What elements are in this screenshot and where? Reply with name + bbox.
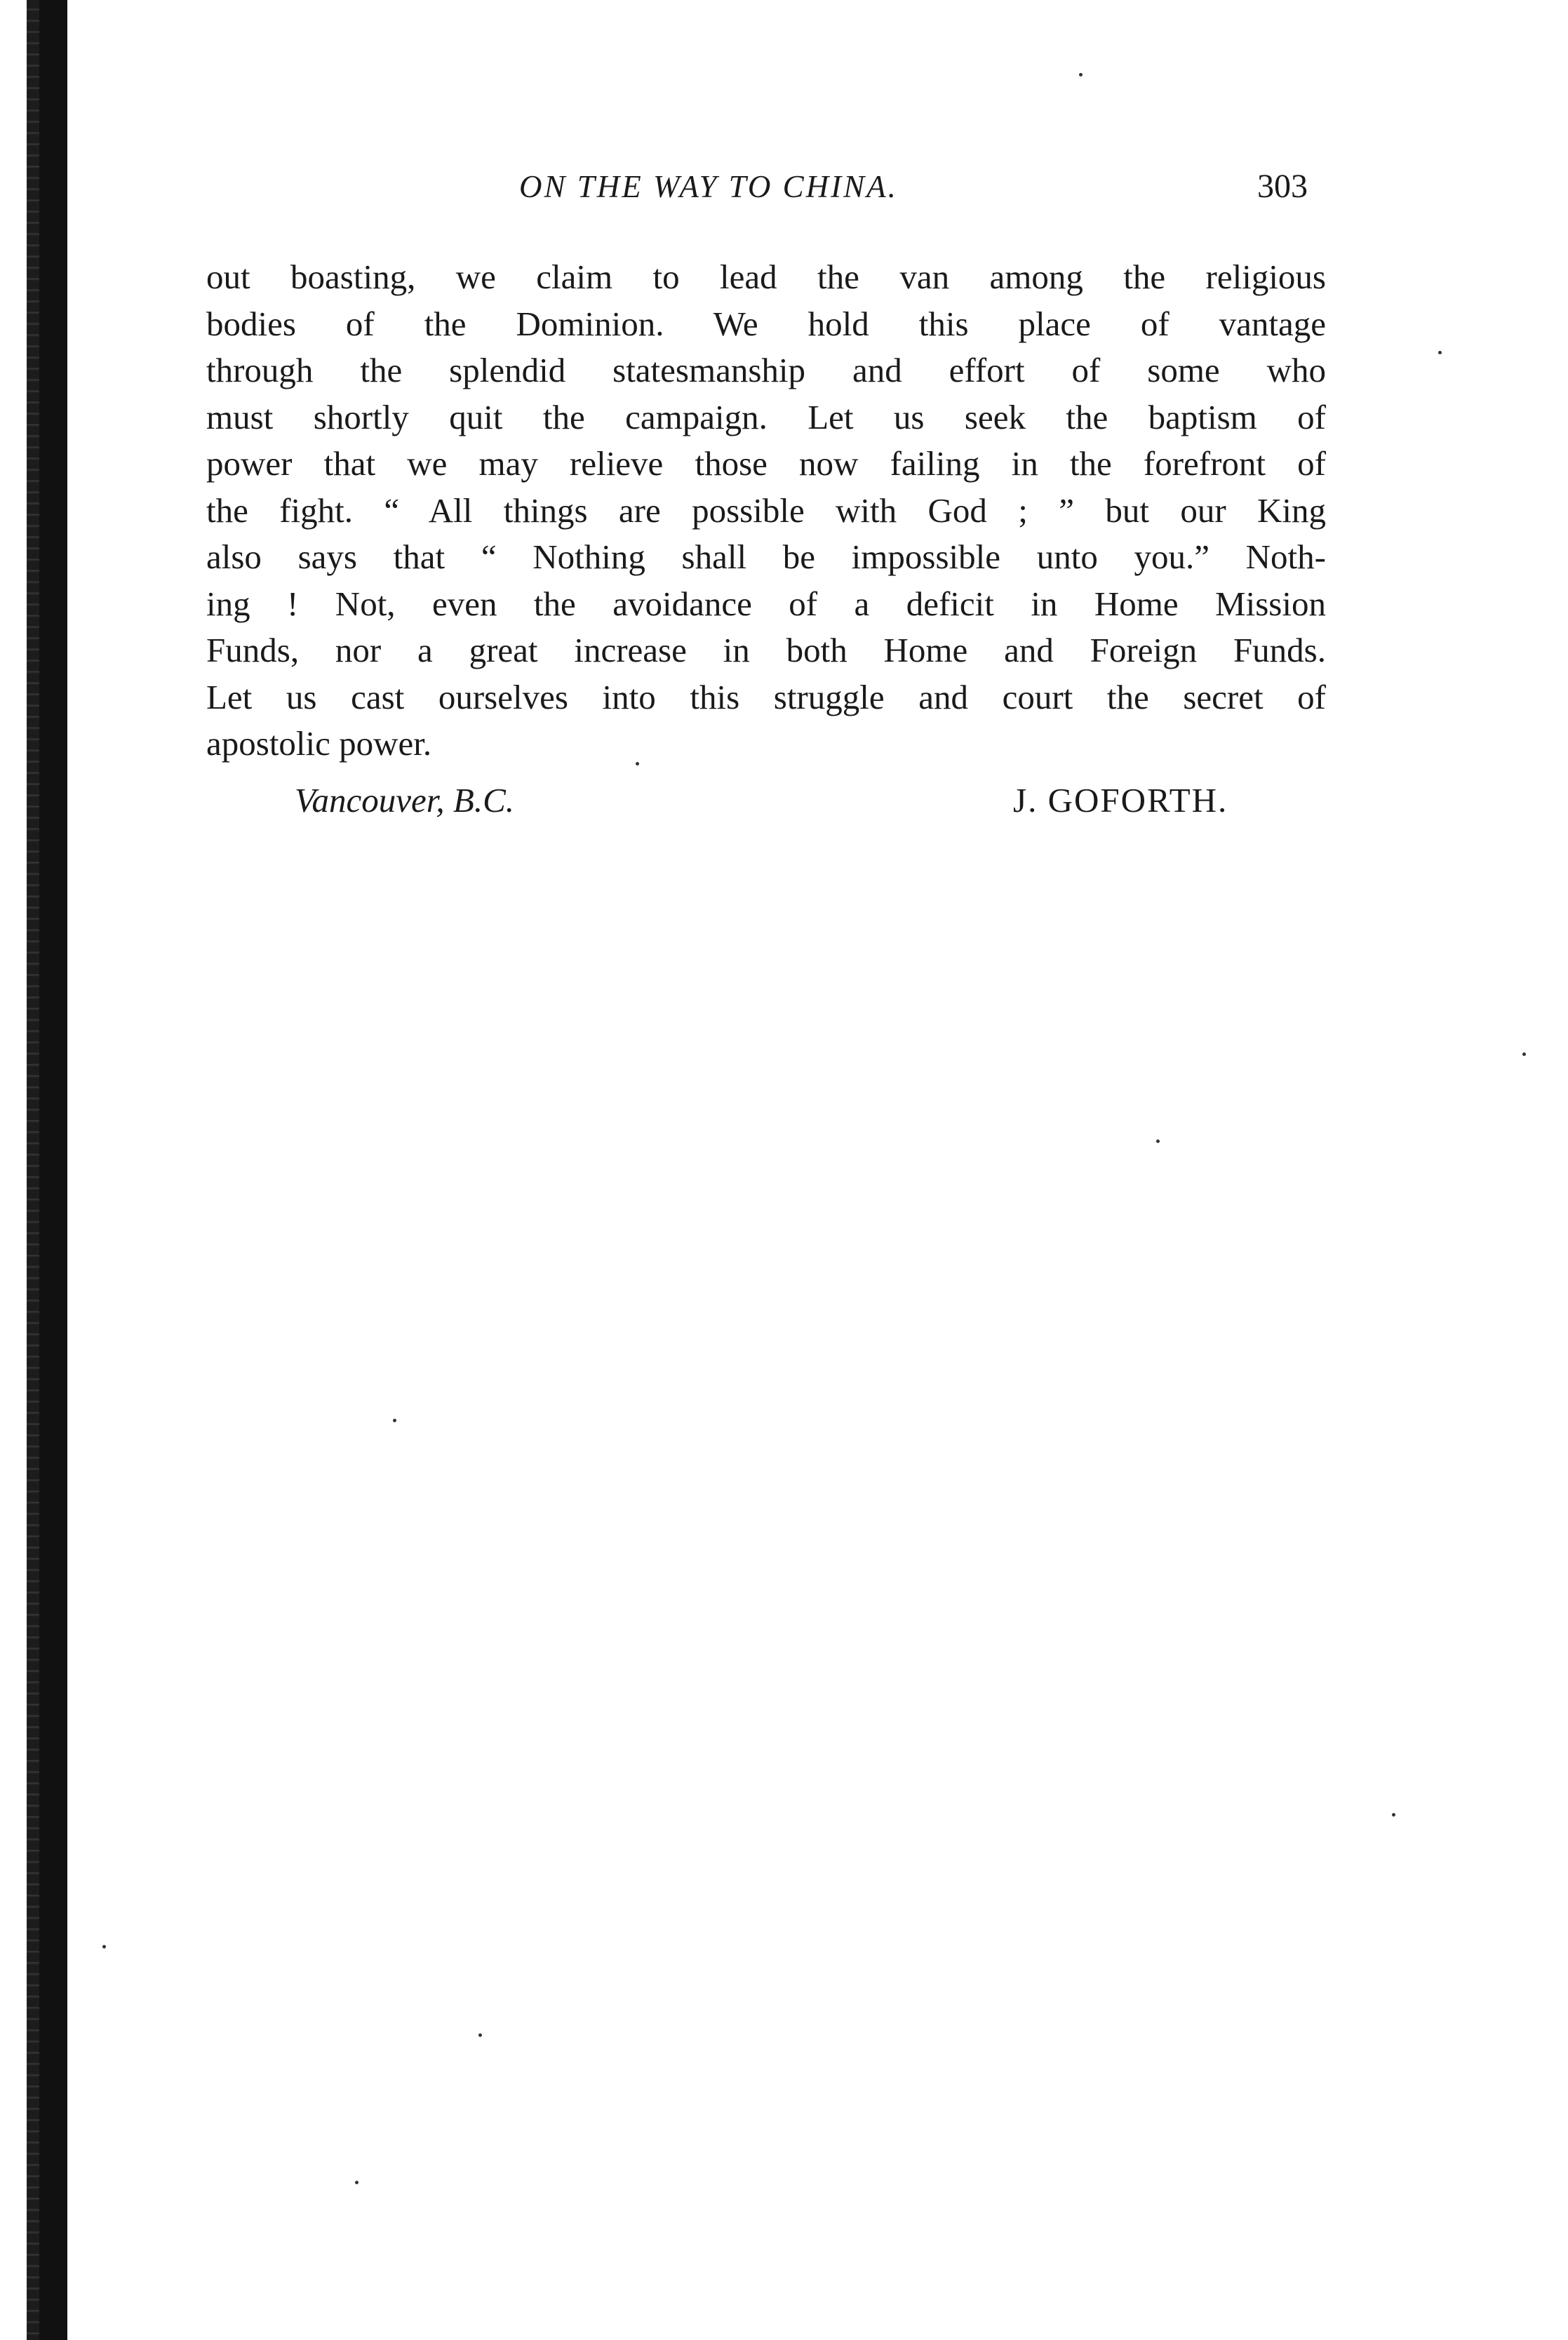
text-line: apostolic power.	[206, 724, 432, 763]
scan-speck	[102, 1945, 106, 1948]
text-line: ing ! Not, even the avoidance of a deficit in Home Mission	[206, 584, 1326, 623]
running-head-title: ON THE WAY TO CHINA.	[519, 169, 898, 204]
signature-author: J. GOFORTH.	[1013, 781, 1228, 820]
body-text	[206, 254, 1326, 768]
text-line: Let us cast ourselves into this struggle and court the secret of	[206, 677, 1326, 716]
scan-speck	[1522, 1052, 1526, 1056]
scan-speck	[1156, 1139, 1160, 1143]
text-line: bodies of the Dominion. We hold this place of vantage	[206, 304, 1326, 343]
page-number: 303	[1257, 168, 1308, 205]
text-line: power that we may relieve those now failing in the forefront of	[206, 444, 1326, 483]
scan-speck	[1438, 351, 1442, 354]
scan-speck	[636, 762, 639, 765]
text-line: also says that “ Nothing shall be impossible unto you.” Noth-	[206, 537, 1326, 576]
text-line: through the splendid statesmanship and effort of some who	[206, 351, 1326, 389]
scan-speck	[478, 2033, 482, 2037]
scan-speck	[355, 2181, 359, 2184]
text-line: out boasting, we claim to lead the van among the religious	[206, 258, 1326, 296]
text-line: the fight. “ All things are possible with God ; ” but our King	[206, 490, 1326, 530]
scan-speck	[1079, 73, 1083, 76]
text-line: must shortly quit the campaign. Let us seek the baptism of	[206, 397, 1326, 436]
scan-speck	[1392, 1813, 1395, 1817]
scan-binding-edge	[27, 0, 67, 2340]
signature-place: Vancouver, B.C.	[295, 781, 514, 820]
scan-speck	[393, 1419, 396, 1422]
text-line: Funds, nor a great increase in both Home and Foreign Funds.	[206, 631, 1326, 669]
